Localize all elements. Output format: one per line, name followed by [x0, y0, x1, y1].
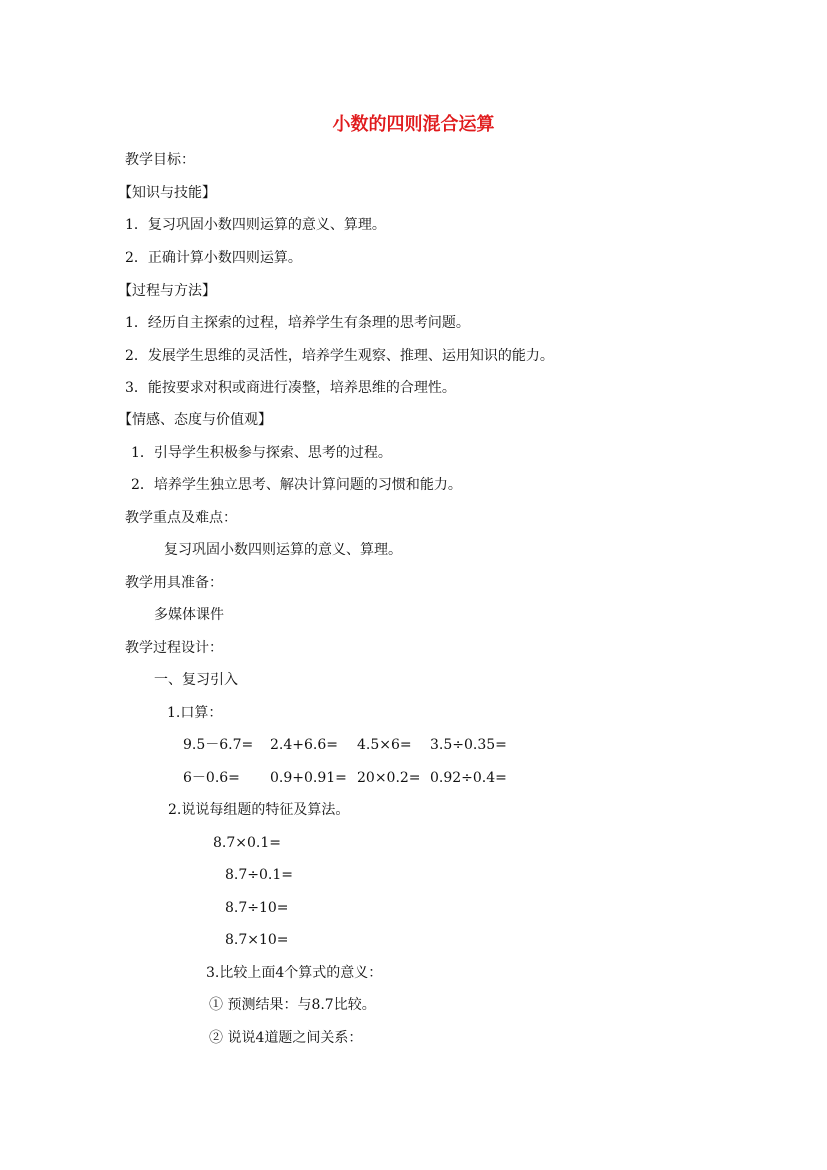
expression: 4.5×6= — [357, 737, 412, 753]
expression: 20×0.2= — [357, 770, 421, 786]
emotion-heading: 【情感、态度与价值观】 — [118, 412, 272, 428]
knowledge-item: 1．复习巩固小数四则运算的意义、算理。 — [125, 217, 386, 233]
expression: 2.4+6.6= — [270, 737, 338, 753]
process-heading: 【过程与方法】 — [118, 283, 216, 299]
expression: 8.7×0.1= — [213, 835, 281, 851]
expression: 6－0.6= — [183, 770, 240, 786]
expression: 0.9+0.91= — [270, 770, 347, 786]
oral-calc-label: 1.口算： — [167, 705, 223, 721]
expression: 3.5÷0.35= — [430, 737, 507, 753]
page-title: 小数的四则混合运算 — [332, 114, 495, 135]
item-label: 3.比较上面4个算式的意义： — [206, 965, 383, 981]
oral-calc-row — [183, 768, 603, 788]
expression: 9.5－6.7= — [183, 737, 254, 753]
key-points-text: 复习巩固小数四则运算的意义、算理。 — [164, 542, 402, 558]
process-item: 2．发展学生思维的灵活性，培养学生观察、推理、运用知识的能力。 — [125, 348, 554, 364]
oral-calc-row — [183, 735, 603, 755]
key-points-heading: 教学重点及难点： — [125, 510, 237, 526]
knowledge-item: 2．正确计算小数四则运算。 — [125, 250, 302, 266]
objectives-heading: 教学目标： — [125, 152, 195, 168]
tools-text: 多媒体课件 — [154, 607, 224, 623]
expression: 0.92÷0.4= — [430, 770, 507, 786]
knowledge-heading: 【知识与技能】 — [118, 185, 216, 201]
section-heading: 一、复习引入 — [154, 672, 238, 688]
expression: 8.7÷0.1= — [225, 867, 293, 883]
emotion-item: 1．引导学生积极参与探索、思考的过程。 — [131, 445, 392, 461]
process-item: 3．能按要求对积或商进行凑整，培养思维的合理性。 — [125, 380, 456, 396]
item-label: 2.说说每组题的特征及算法。 — [168, 802, 350, 818]
emotion-item: 2．培养学生独立思考、解决计算问题的习惯和能力。 — [131, 477, 462, 493]
sub-item: ① 预测结果：与8.7比较。 — [209, 997, 376, 1013]
expression: 8.7×10= — [225, 932, 289, 948]
sub-item: ② 说说4道题之间关系： — [209, 1030, 363, 1046]
process-item: 1．经历自主探索的过程，培养学生有条理的思考问题。 — [125, 315, 470, 331]
expression: 8.7÷10= — [225, 900, 289, 916]
design-heading: 教学过程设计： — [125, 640, 223, 656]
tools-heading: 教学用具准备： — [125, 575, 223, 591]
